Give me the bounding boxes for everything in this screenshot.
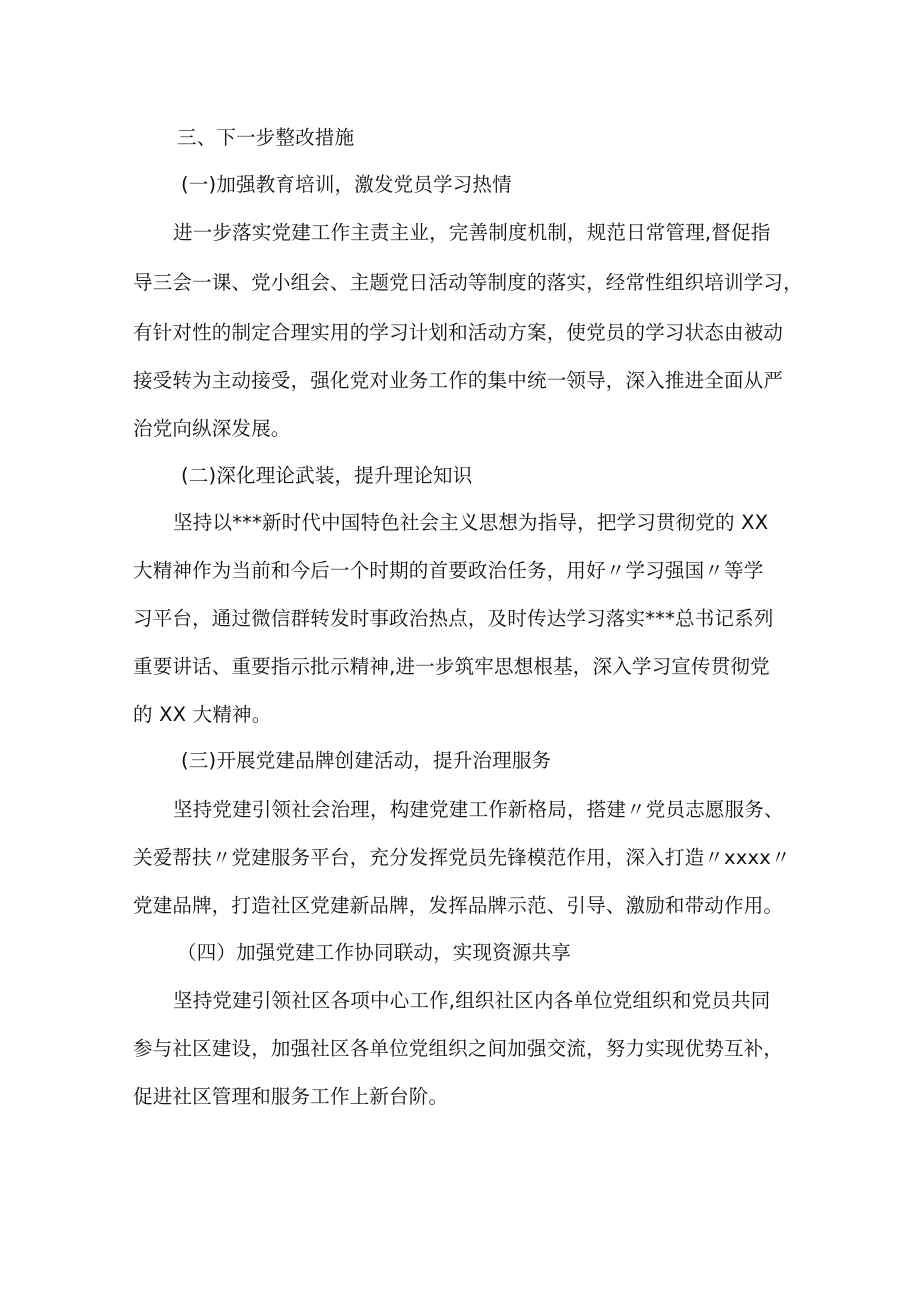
paragraph-line: 治党向纵深发展。 bbox=[133, 417, 291, 440]
subsection-heading: (二)深化理论武装，提升理论知识 bbox=[181, 464, 473, 487]
paragraph-line: 进一步落实党建工作主责主业，完善制度机制，规范日常管理,督促指 bbox=[173, 221, 771, 244]
paragraph-line: 坚持党建引领社会治理，构建党建工作新格局，搭建〃党员志愿服务、 bbox=[173, 798, 784, 821]
subsection-heading: (一)加强教育培训，激发党员学习热情 bbox=[181, 173, 512, 196]
section-heading: 三、下一步整改措施 bbox=[177, 126, 355, 149]
paragraph-line: 导三会一课、党小组会、主题党日活动等制度的落实，经常性组织培训学习， bbox=[133, 271, 803, 294]
paragraph-line: 党建品牌，打造社区党建新品牌，发挥品牌示范、引导、激励和带动作用。 bbox=[133, 894, 784, 917]
paragraph-line: 习平台，通过微信群转发时事政治热点，及时传达学习落实***总书记系列 bbox=[133, 607, 774, 630]
paragraph-line: 参与社区建设，加强社区各单位党组织之间加强交流，努力实现优势互补， bbox=[133, 1037, 784, 1060]
paragraph-line: 的 XX 大精神。 bbox=[133, 703, 272, 726]
subsection-heading: （四）加强党建工作协同联动，实现资源共享 bbox=[177, 941, 572, 964]
paragraph-line: 坚持以***新时代中国特色社会主义思想为指导，把学习贯彻党的 XX bbox=[173, 511, 769, 534]
subsection-heading: (三)开展党建品牌创建活动，提升治理服务 bbox=[181, 749, 552, 772]
paragraph-line: 重要讲话、重要指示批示精神,进一步筑牢思想根基，深入学习宣传贯彻党 bbox=[133, 655, 770, 678]
paragraph-line: 大精神作为当前和今后一个时期的首要政治任务，用好〃学习强国〃等学 bbox=[133, 559, 764, 582]
paragraph-line: 接受转为主动接受，强化党对业务工作的集中统一领导，深入推进全面从严 bbox=[133, 369, 784, 392]
paragraph-line: 关爱帮扶〃党建服务平台，充分发挥党员先锋模范作用，深入打造〃xxxx〃 bbox=[133, 846, 791, 869]
paragraph-line: 坚持党建引领社区各项中心工作,组织社区内各单位党组织和党员共同 bbox=[173, 989, 771, 1012]
paragraph-line: 有针对性的制定合理实用的学习计划和活动方案，使党员的学习状态由被动 bbox=[133, 321, 784, 344]
paragraph-line: 促进社区管理和服务工作上新台阶。 bbox=[133, 1085, 449, 1108]
